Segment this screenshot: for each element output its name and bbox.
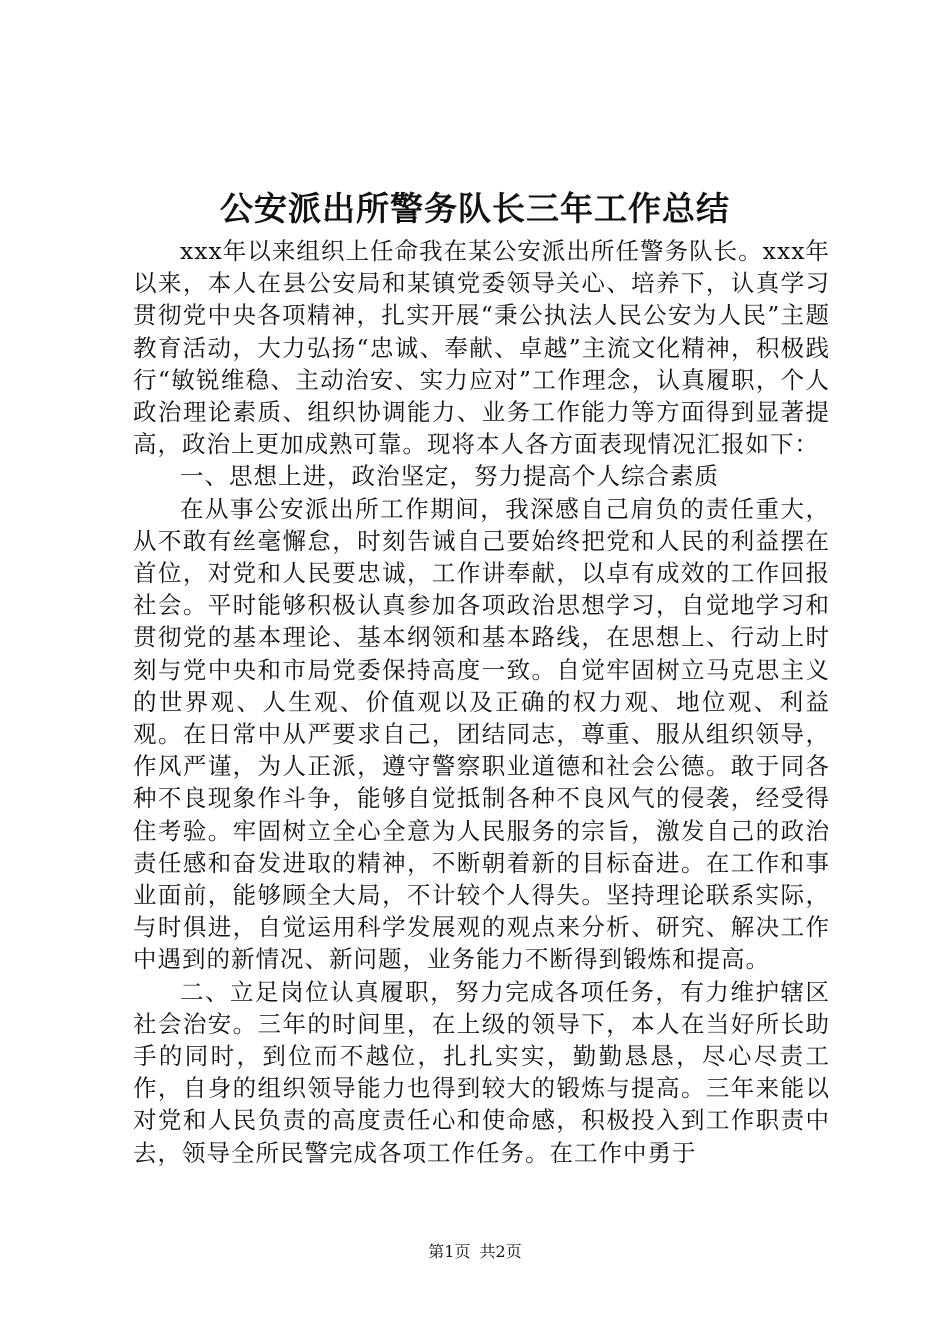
page-footer (0, 1240, 950, 1264)
document-title: 公安派出所警务队长三年工作总结 (220, 189, 730, 228)
page-number: 第1页 (428, 1242, 471, 1261)
document-body (133, 235, 830, 1169)
section-heading-1: 一、思想上进，政治坚定，努力提高个人综合素质 (180, 462, 719, 491)
paragraph-intro: xxx年以来组织上任命我在某公安派出所任警务队长。xxx年以来，本人在县公安局和某镇党委领导关心、培养下，认真学习贯彻党中央各项精神，扎实开展“秉公执法人民公安为人民”主题教育活动，大力弘扬“忠诚、奉献、卓越”主流文化精神，积极践行“敏锐维稳、主动治安、实力应对”工作理念，认真履职，个人政治理论素质、组织协调能力、业务工作能力等方面得到显著提高，政治上更加成熟可靠。现将本人各方面表现情况汇报如下： (133, 237, 830, 459)
paragraph-section-1: 在从事公安派出所工作期间，我深感自己肩负的责任重大，从不敢有丝毫懈怠，时刻告诫自己要始终把党和人民的利益摆在首位，对党和人民要忠诚，工作讲奉献，以卓有成效的工作回报社会。平时能够积极认真参加各项政治思想学习，自觉地学习和贯彻党的基本理论、基本纲领和基本路线，在思想上、行动上时刻与党中央和市局党委保持高度一致。自觉牢固树立马克思主义的世界观、人生观、价值观以及正确的权力观、地位观、利益观。在日常中从严要求自己，团结同志，尊重、服从组织领导，作风严谨，为人正派，遵守警察职业道德和社会公德。敢于同各种不良现象作斗争，能够自觉抵制各种不良风气的侵袭，经受得住考验。牢固树立全心全意为人民服务的宗旨，激发自己的政治责任感和奋发进取的精神，不断朝着新的目标奋进。在工作和事业面前，能够顾全大局，不计较个人得失。坚持理论联系实际，与时俱进，自觉运用科学发展观的观点来分析、研究、解决工作中遇到的新情况、新问题，业务能力不断得到锻炼和提高。 (133, 494, 830, 974)
section-heading-2-paragraph: 二、立足岗位认真履职，努力完成各项任务，有力维护辖区社会治安。三年的时间里，在上级的领导下，本人在当好所长助手的同时，到位而不越位，扎扎实实，勤勤恳恳，尽心尽责工作，自身的组织领导能力也得到较大的锻炼与提高。三年来能以对党和人民负责的高度责任心和使命感，积极投入到工作职责中去，领导全所民警完成各项工作任务。在工作中勇于 (133, 977, 830, 1167)
page-total: 共2页 (479, 1242, 522, 1261)
